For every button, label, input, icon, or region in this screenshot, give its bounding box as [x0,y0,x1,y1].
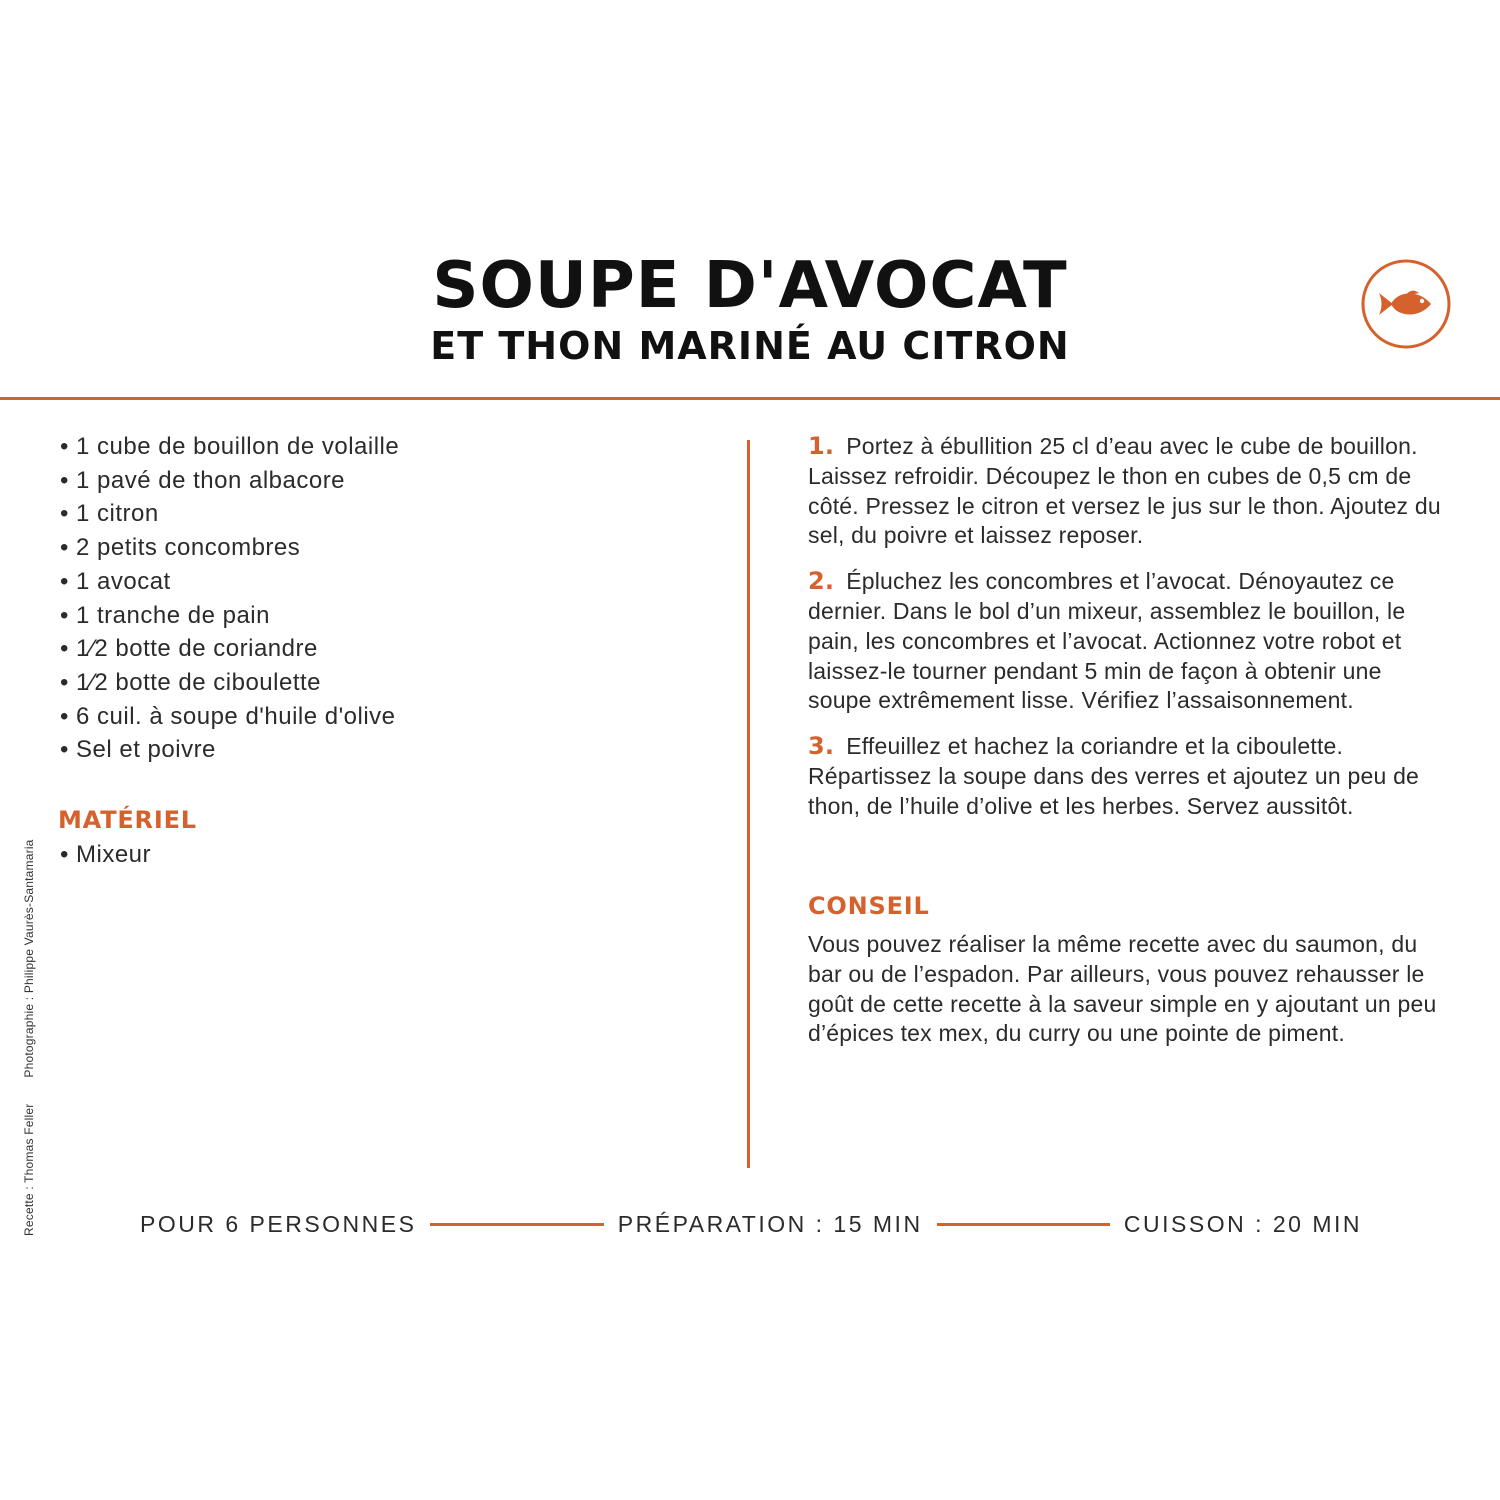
ingredient-item [60,632,720,666]
step-text: Épluchez les concombres et l’avocat. Dénoyautez ce dernier. Dans le bol d’un mixeur, assemblez le bouillon, le pain, les concombres et l’avocat. Actionnez votre robot et laissez-le tourner pendant 5 min de façon à obtenir une soupe extrêmement lisse. Vérifiez l’assaisonnement. [808,568,1406,714]
preparation-time: PRÉPARATION : 15 MIN [617,1210,923,1237]
ingredient-item [60,430,720,464]
column-divider [747,440,750,1168]
bullet-icon: • [60,668,69,696]
materiel-text: Mixeur [76,841,152,868]
step-number: 1. [808,432,835,460]
step-number: 3. [808,732,835,761]
fish-icon [1361,259,1451,349]
ingredient-text: Sel et poivre [76,736,216,764]
recipe-title-block [0,250,1500,368]
step-text: Effeuillez et hachez la coriandre et la ciboulette. Répartissez la soupe dans des verres et ajoutez un peu de thon, de l’huile d’olive et les herbes. Servez aussitôt. [808,733,1420,819]
bullet-icon: • [60,736,69,764]
conseil-text: Vous pouvez réaliser la même recette avec du saumon, du bar ou de l’espadon. Par ailleurs, vous pouvez rehausser le goût de cette recette à la saveur simple en y ajoutant un peu d’épices tex mex, du curry ou une pointe de piment. [808,931,1437,1047]
ingredient-item [60,497,720,531]
recipe-title: SOUPE D'AVOCAT [432,249,1068,323]
ingredient-list [60,430,720,767]
ingredient-item [60,666,720,700]
ingredient-text: 1⁄2 botte de ciboulette [76,668,322,696]
footer-divider [937,1223,1110,1226]
bullet-icon: • [60,433,69,460]
bullet-icon: • [60,567,69,595]
ingredient-text: 1 pavé de thon albacore [76,466,346,494]
credits [22,839,36,1236]
header-divider [0,397,1500,400]
ingredient-item [60,599,720,633]
photo-credit: Photographie : Philippe Vaurès-Santamaria [22,839,36,1078]
recipe-credit: Recette : Thomas Feller [22,1103,36,1236]
recipe-info-bar [140,1206,1362,1242]
step-2 [808,567,1448,716]
footer-divider [430,1223,603,1226]
bullet-icon: • [60,702,69,730]
ingredient-item [60,733,720,767]
step-number: 2. [808,567,835,596]
materiel-heading: MATÉRIEL [58,806,197,834]
ingredient-text: 1 citron [76,500,159,528]
cooking-time: CUISSON : 20 MIN [1123,1210,1363,1237]
ingredient-item [60,464,720,498]
bullet-icon: • [60,466,69,494]
materiel-item [60,838,151,872]
step-1 [808,432,1448,551]
conseil-heading: CONSEIL [808,892,930,920]
ingredient-text: 1⁄2 botte de coriandre [76,635,318,663]
ingredient-item [60,700,720,734]
step-3 [808,732,1448,821]
bullet-icon: • [60,635,69,663]
ingredient-text: 1 cube de bouillon de volaille [76,433,400,460]
ingredient-text: 1 avocat [76,567,171,595]
materiel-list [60,838,151,872]
servings-label: POUR 6 PERSONNES [140,1210,417,1237]
bullet-icon: • [60,601,69,629]
fish-badge [1361,259,1451,349]
bullet-icon: • [60,500,69,528]
ingredient-item [60,565,720,599]
step-text: Portez à ébullition 25 cl d’eau avec le cube de bouillon. Laissez refroidir. Découpez le thon en cubes de 0,5 cm de côté. Pressez le citron et versez le jus sur le thon. Ajoutez du sel, du poivre et laissez reposer. [808,433,1441,549]
recipe-subtitle: ET THON MARINÉ AU CITRON [430,324,1070,368]
bullet-icon: • [60,841,69,868]
ingredient-text: 6 cuil. à soupe d'huile d'olive [76,702,396,730]
steps-list [808,432,1448,838]
ingredient-item [60,531,720,565]
ingredient-text: 1 tranche de pain [76,601,270,629]
ingredient-text: 2 petits concombres [76,534,301,562]
bullet-icon: • [60,534,69,562]
